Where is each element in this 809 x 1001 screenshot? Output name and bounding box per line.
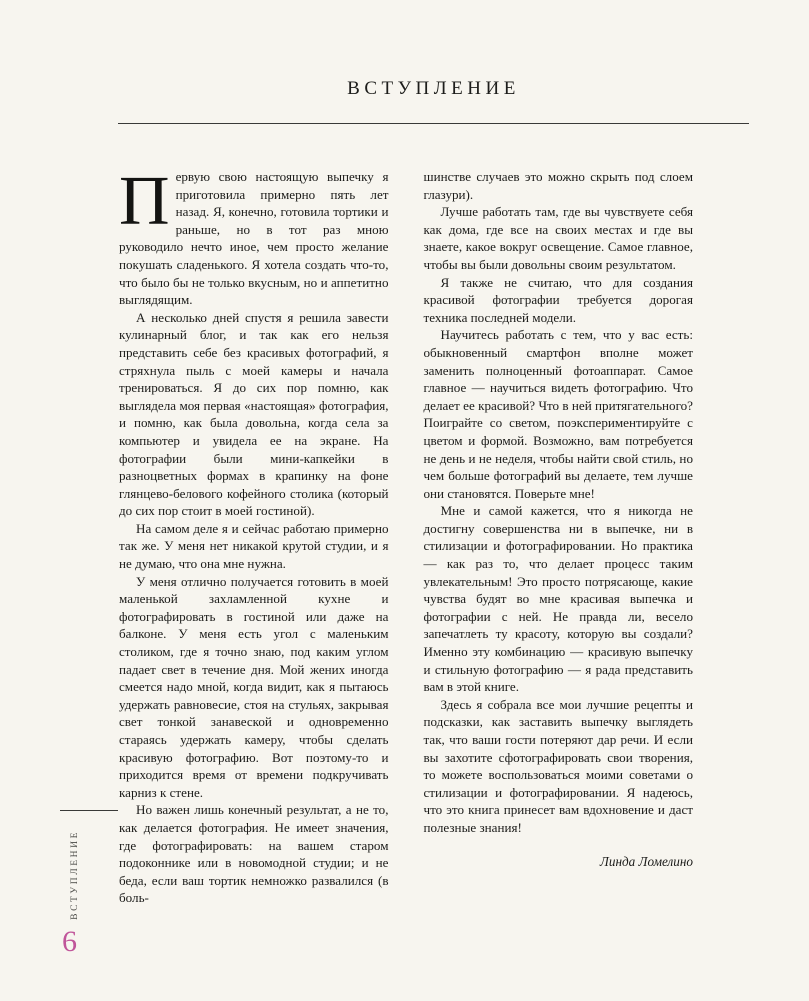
text-columns xyxy=(119,163,693,907)
page-title: ВСТУПЛЕНИЕ xyxy=(347,78,520,99)
page-header xyxy=(118,78,749,124)
right-column xyxy=(424,168,694,907)
author-signature: Линда Ломелино xyxy=(599,853,693,869)
paragraph-text: ервую свою настоящую выпечку я приготовила примерно пять лет назад. Я, конечно, готовила тортики и раньше, но в тот раз мною руководило нечто иное, чем просто желание покушать сладенького. Я хотела создать что-то, что было бы не только вкусным, но и аппетитно выглядящим. xyxy=(119,169,389,308)
paragraph: Но важен лишь конечный результат, а не то, как делается фотография. Не имеет значения, где фотографировать: на вашем старом подоконнике или в новомодной студии; и не беда, если ваш тортик немножко развалился (в боль- xyxy=(119,802,389,906)
paragraph: шинстве случаев это можно скрыть под слоем глазури). xyxy=(423,169,693,202)
paragraph xyxy=(119,163,389,309)
drop-cap: П xyxy=(119,163,170,240)
section-side-label: ВСТУПЛЕНИЕ xyxy=(70,830,80,920)
paragraph: Здесь я собрала все мои лучшие рецепты и подсказки, как заставить выпечку выглядеть так, что ваши гости потеряют дар речи. И если вы захотите сфотографировать свои творения, то можете воспользоваться моими советами о стилизации и фотографировании. Я надеюсь, что это книга принесет вам вдохновение и даст полезные знания! xyxy=(423,696,693,835)
side-divider xyxy=(60,810,118,811)
header-divider xyxy=(118,123,749,124)
paragraph: Я также не считаю, что для создания красивой фотографии требуется дорогая техника последней модели. xyxy=(423,274,693,325)
paragraph: У меня отлично получается готовить в моей маленькой захламленной кухне и фотографировать в гостиной или даже на балконе. У меня есть угол с маленьким столиком, где я точно знаю, под каким углом падает свет в течение дня. Мой жених иногда смеется надо мной, когда видит, как я пытаюсь удержать равновесие, стоя на стульях, закрывая свет тонкой занавеской и одновременно стараясь удержать камеру, чтобы сделать красивую фотографию. Вот поэтому-то и приходится время от времени подкручивать карниз к стене. xyxy=(119,573,389,800)
paragraph: А несколько дней спустя я решила завести кулинарный блог, и так как его нельзя представить себе без красивых фотографий, я стряхнула пыль с моей камеры и начала тренироваться. Я до сих пор помню, как выглядела моя первая «настоящая» фотография, и помню, как была довольна, когда села за компьютер и увидела ее на экране. На фотографии были мини-капкейки в разноцветных формах в крапинку на фоне глянцево-белового кофейного столика (который до сих пор стоит в моей гостиной). xyxy=(119,309,389,519)
page-number: 6 xyxy=(62,925,77,958)
paragraph: Научитесь работать с тем, что у вас есть: обыкновенный смартфон вполне может заменить полноценный фотоаппарат. Самое главное — научиться видеть фотографию. Что делает ее красивой? Что в ней притягательного? Поиграйте со светом, поэкспериментируйте с цветом и формой. Возможно, вам потребуется не день и не неделя, чтобы найти свой стиль, но чем больше фотографий вы делаете, тем лучше они становятся. Поверьте мне! xyxy=(423,327,693,501)
paragraph: Мне и самой кажется, что я никогда не достигну совершенства ни в выпечке, ни в стилизации и фотографировании. Но практика — как раз то, что делает процесс таким увлекательным! Это просто потрясающе, какие чувства будят во мне красивая выпечка и фотографии с ней. Не правда ли, весело запечатлеть ту красоту, которую вы создали? Именно эту комбинацию — красивую выпечку и стильную фотографию — я рада представить вам в этой книге. xyxy=(423,503,693,695)
left-column xyxy=(119,163,389,907)
paragraph: Лучше работать там, где вы чувствуете себя как дома, где все на своих местах и где вы знаете, какое вокруг освещение. Самое главное, чтобы вы были довольны своим результатом. xyxy=(423,204,693,272)
paragraph: На самом деле я и сейчас работаю примерно так же. У меня нет никакой крутой студии, и я не думаю, что она мне нужна. xyxy=(119,520,389,572)
